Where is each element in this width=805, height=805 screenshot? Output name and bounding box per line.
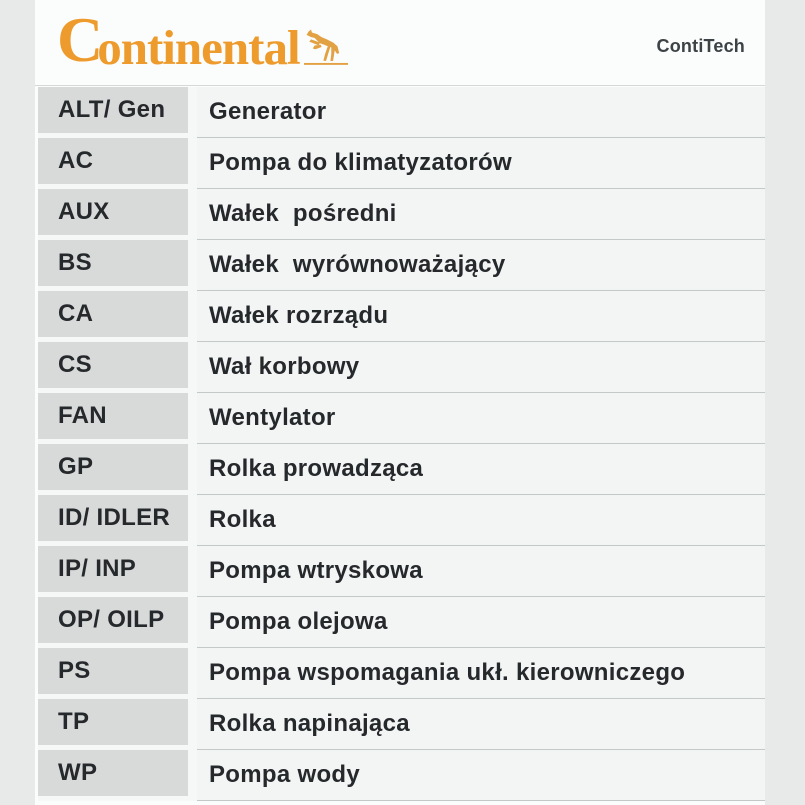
- description-cell: [197, 597, 765, 648]
- row-code: OP/ OILP: [58, 606, 165, 633]
- row-code: IP/ INP: [58, 555, 137, 582]
- document: [35, 0, 765, 805]
- table-row: [38, 750, 765, 801]
- description-cell: [197, 648, 765, 699]
- column-gap: [188, 342, 197, 393]
- code-cell: [38, 342, 188, 393]
- row-code: TP: [58, 708, 90, 735]
- table-row: [38, 87, 765, 138]
- column-gap: [188, 189, 197, 240]
- rearing-horse-icon: [304, 28, 348, 70]
- row-description: Pompa do klimatyzatorów: [209, 149, 512, 176]
- row-description: Wałek pośredni: [209, 200, 397, 227]
- column-gap: [188, 291, 197, 342]
- header: [35, 0, 765, 86]
- row-code: ID/ IDLER: [58, 504, 171, 531]
- table-row: [38, 648, 765, 699]
- row-code: GP: [58, 453, 94, 480]
- code-cell: [38, 138, 188, 189]
- description-cell: [197, 699, 765, 750]
- column-gap: [188, 648, 197, 699]
- code-cell: [38, 699, 188, 750]
- row-description: Wentylator: [209, 404, 336, 431]
- row-code: CS: [58, 351, 92, 378]
- code-cell: [38, 291, 188, 342]
- row-code: ALT/ Gen: [58, 96, 166, 123]
- continental-logo: [57, 4, 348, 75]
- table-row: [38, 393, 765, 444]
- code-cell: [38, 546, 188, 597]
- legend-table: [38, 87, 765, 801]
- table-row: [38, 546, 765, 597]
- table-row: [38, 189, 765, 240]
- row-description: Pompa wody: [209, 761, 361, 788]
- table-row: [38, 291, 765, 342]
- row-code: CA: [58, 300, 94, 327]
- row-description: Pompa olejowa: [209, 608, 388, 635]
- row-description: Wałek wyrównoważający: [209, 251, 506, 278]
- row-code: WP: [58, 759, 98, 786]
- code-cell: [38, 597, 188, 648]
- contitech-wordmark: ContiTech: [656, 36, 745, 56]
- row-code: FAN: [58, 402, 107, 429]
- description-cell: [197, 240, 765, 291]
- description-cell: [197, 444, 765, 495]
- row-description: Pompa wtryskowa: [209, 557, 423, 584]
- table-row: [38, 138, 765, 189]
- description-cell: [197, 495, 765, 546]
- column-gap: [188, 240, 197, 291]
- description-cell: [197, 291, 765, 342]
- code-cell: [38, 189, 188, 240]
- row-code: BS: [58, 249, 92, 276]
- description-cell: [197, 138, 765, 189]
- table-row: [38, 495, 765, 546]
- description-cell: [197, 546, 765, 597]
- row-code: AUX: [58, 198, 110, 225]
- row-description: Wałek rozrządu: [209, 302, 389, 329]
- description-cell: [197, 189, 765, 240]
- table-row: [38, 342, 765, 393]
- description-cell: [197, 750, 765, 801]
- logo-wordmark: ontinental: [97, 20, 300, 75]
- row-description: Rolka: [209, 506, 276, 533]
- column-gap: [188, 87, 197, 138]
- row-code: AC: [58, 147, 94, 174]
- description-cell: [197, 393, 765, 444]
- row-description: Pompa wspomagania ukł. kierowniczego: [209, 659, 686, 686]
- code-cell: [38, 87, 188, 138]
- row-description: Rolka prowadząca: [209, 455, 424, 482]
- row-description: Rolka napinająca: [209, 710, 410, 737]
- code-cell: [38, 495, 188, 546]
- logo-letter-c: C: [57, 4, 102, 75]
- code-cell: [38, 750, 188, 801]
- description-cell: [197, 87, 765, 138]
- row-code: PS: [58, 657, 91, 684]
- code-cell: [38, 648, 188, 699]
- code-cell: [38, 240, 188, 291]
- column-gap: [188, 138, 197, 189]
- row-description: Wał korbowy: [209, 353, 360, 380]
- column-gap: [188, 546, 197, 597]
- description-cell: [197, 342, 765, 393]
- column-gap: [188, 699, 197, 750]
- code-cell: [38, 444, 188, 495]
- table-row: [38, 699, 765, 750]
- column-gap: [188, 597, 197, 648]
- column-gap: [188, 393, 197, 444]
- table-row: [38, 597, 765, 648]
- row-description: Generator: [209, 98, 327, 125]
- column-gap: [188, 750, 197, 801]
- code-cell: [38, 393, 188, 444]
- column-gap: [188, 495, 197, 546]
- table-row: [38, 444, 765, 495]
- table-row: [38, 240, 765, 291]
- column-gap: [188, 444, 197, 495]
